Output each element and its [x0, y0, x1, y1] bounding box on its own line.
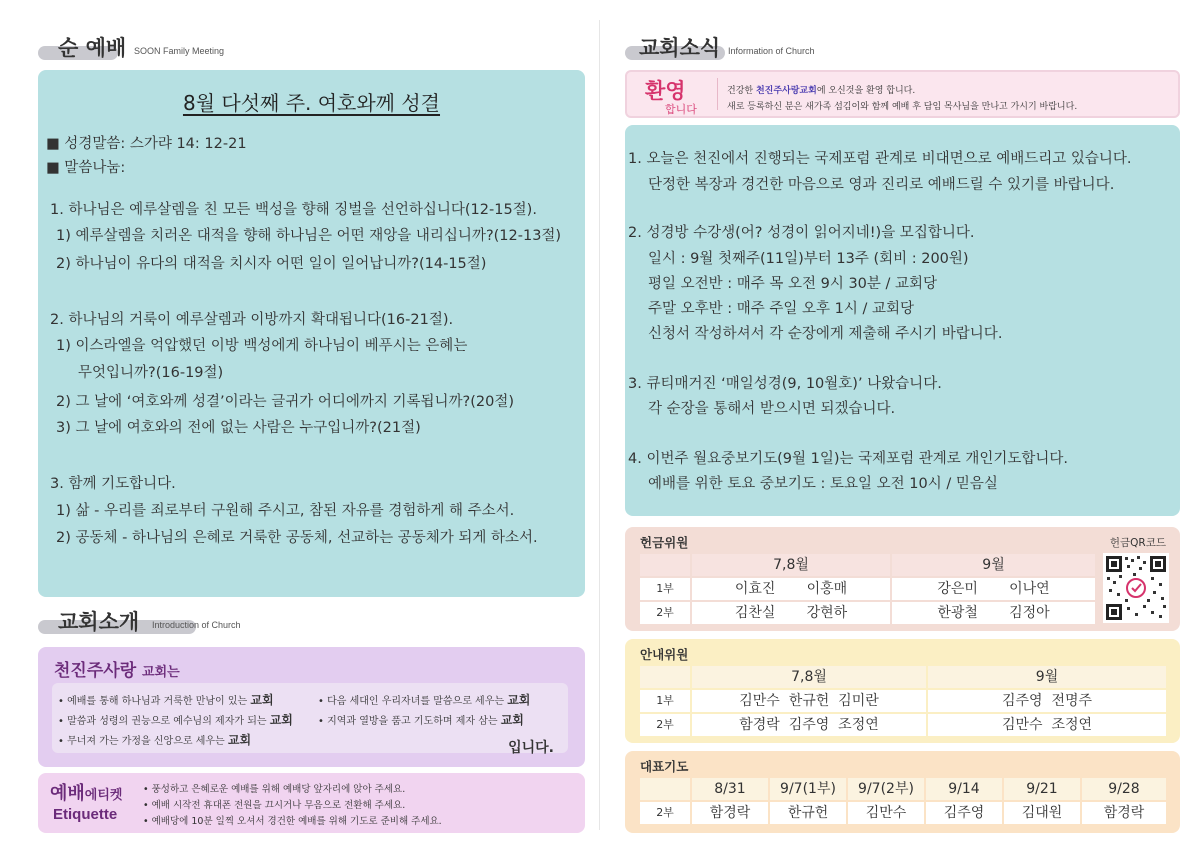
- prayer-name: 함경락: [692, 802, 768, 824]
- table-corner: [640, 666, 690, 688]
- prayer-date: 8/31: [692, 778, 768, 800]
- prayer-title: 대표기도: [640, 759, 689, 774]
- usher-9-cell: 김주영 전명주: [928, 690, 1166, 712]
- prayer-date: 9/21: [1004, 778, 1080, 800]
- etiquette-rule: • 예배당에 10분 일찍 오셔서 경건한 예배를 위해 기도로 준비해 주세요.: [143, 816, 442, 827]
- prayer-date: 9/7(1부): [770, 778, 846, 800]
- question-item: 2) 그 날에 ‘여호와께 성결’이라는 글귀가 어디에까지 기록됩니까?(20절): [56, 394, 515, 410]
- news-item-cont: 각 순장을 통해서 받으시면 되겠습니다.: [648, 401, 896, 417]
- offering-header-9: 9월: [892, 554, 1095, 576]
- news-item-cont: 단정한 복장과 경건한 마음으로 영과 진리로 예배드릴 수 있기를 바랍니다.: [648, 177, 1115, 193]
- intro-ending: 입니다.: [508, 740, 554, 756]
- welcome-message-1: 건강한 천진주사랑교회에 오신것을 환영 합니다.: [727, 86, 916, 96]
- etiquette-rule: • 풍성하고 은혜로운 예배를 위해 예배당 앞자리에 앉아 주세요.: [143, 784, 406, 795]
- intro-bullet: • 예배를 통해 하나님과 거룩한 만남이 있는 교회: [58, 693, 274, 707]
- usher-table: [625, 639, 1180, 743]
- prayer-table: [625, 751, 1180, 833]
- sermon-box: [38, 70, 585, 597]
- sermon-title: 8월 다섯째 주. 여호와께 성결: [182, 91, 441, 115]
- usher-header-78: 7,8월: [692, 666, 926, 688]
- row-label: 2부: [640, 714, 690, 736]
- church-intro-box: [38, 647, 585, 767]
- etiquette-title: 예배에티켓: [50, 783, 123, 804]
- news-item-cont: 주말 오후반 : 매주 주일 오후 1시 / 교회당: [648, 301, 914, 317]
- offering-78-cell: 김찬실 강현하: [692, 602, 890, 624]
- news-header-subtitle: Information of Church: [728, 46, 815, 56]
- column-divider: [599, 20, 600, 830]
- news-item: 1. 오늘은 천진에서 진행되는 국제포럼 관계로 비대면으로 예배드리고 있습니다.: [628, 151, 1132, 167]
- intro-bullet: • 무너져 가는 가정을 신앙으로 세우는 교회: [58, 733, 252, 747]
- offering-title: 헌금위원: [640, 535, 689, 550]
- offering-qr-code[interactable]: [1103, 553, 1169, 623]
- usher-header-9: 9월: [928, 666, 1166, 688]
- scripture-line: ■ 성경말씀: 스가랴 14: 12-21: [46, 136, 247, 152]
- offering-9-cell: 강은미 이나연: [892, 578, 1095, 600]
- prayer-name: 김대원: [1004, 802, 1080, 824]
- soon-section-header: [38, 32, 225, 62]
- prayer-date: 9/14: [926, 778, 1002, 800]
- welcome-small: 합니다: [665, 103, 697, 116]
- offering-header-78: 7,8월: [692, 554, 890, 576]
- etiquette-title-en: Etiquette: [53, 806, 118, 823]
- usher-9-cell: 김만수 조정연: [928, 714, 1166, 736]
- welcome-divider: [717, 78, 718, 110]
- qr-label: 헌금QR코드: [1109, 537, 1166, 549]
- question-item: 3) 그 날에 여호와의 전에 없는 사람은 누구입니까?(21절): [56, 420, 421, 436]
- offering-table: [625, 527, 1180, 631]
- etiquette-box: [38, 773, 585, 833]
- news-item: 3. 큐티매거진 ‘매일성경(9, 10월호)’ 나왔습니다.: [628, 376, 942, 392]
- news-item-cont: 예배를 위한 토요 중보기도 : 토요일 오전 10시 / 믿음실: [648, 476, 998, 492]
- usher-78-cell: 김만수 한규헌 김미란: [692, 690, 926, 712]
- offering-9-cell: 한광철 김정아: [892, 602, 1095, 624]
- sharing-line: ■ 말씀나눔:: [46, 160, 126, 176]
- news-item-cont: 평일 오전반 : 매주 목 오전 9시 30분 / 교회당: [648, 276, 938, 292]
- row-label: 1부: [640, 690, 690, 712]
- prayer-name: 김만수: [848, 802, 924, 824]
- prayer-name: 한규헌: [770, 802, 846, 824]
- table-corner: [640, 554, 690, 576]
- prayer-date: 9/28: [1082, 778, 1166, 800]
- news-item: 4. 이번주 월요중보기도(9월 1일)는 국제포럼 관계로 개인기도합니다.: [628, 451, 1069, 467]
- news-item: 2. 성경방 수강생(어? 성경이 읽어지네!)을 모집합니다.: [628, 225, 975, 241]
- welcome-big: 환영: [645, 79, 686, 103]
- prayer-item: 2) 공동체 - 하나님의 은혜로 거룩한 공동체, 선교하는 공동체가 되게 하소서.: [56, 530, 538, 546]
- row-label: 1부: [640, 578, 690, 600]
- question-item: 2) 하나님이 유다의 대적을 치시자 어떤 일이 일어납니까?(14-15절): [56, 256, 487, 272]
- news-item-cont: 신청서 작성하셔서 각 순장에게 제출해 주시기 바랍니다.: [648, 326, 1003, 342]
- news-section-header: [625, 32, 835, 62]
- church-name: 천진주사랑 교회는: [54, 661, 180, 681]
- row-label: 2부: [640, 602, 690, 624]
- prayer-heading: 3. 함께 기도합니다.: [50, 476, 176, 492]
- news-item-cont: 일시 : 9월 첫째주(11일)부터 13주 (회비 : 200원): [648, 251, 969, 267]
- question-item: 1) 예루살렘을 치러온 대적을 향해 하나님은 어떤 재앙을 내리십니까?(12-13절): [56, 228, 562, 244]
- prayer-item: 1) 삶 - 우리를 죄로부터 구원해 주시고, 참된 자유를 경험하게 해 주소서.: [56, 503, 515, 519]
- usher-78-cell: 함경락 김주영 조정연: [692, 714, 926, 736]
- intro-section-header: [38, 606, 278, 636]
- intro-bullet: • 다음 세대인 우리자녀를 말씀으로 세우는 교회: [318, 693, 531, 707]
- welcome-message-2: 새로 등록하신 분은 새가족 섬김이와 함께 예배 후 담임 목사님을 만나고 가시기 바랍니다.: [727, 102, 1078, 112]
- welcome-banner: [625, 70, 1180, 118]
- prayer-date: 9/7(2부): [848, 778, 924, 800]
- news-header-title: 교회소식: [639, 36, 721, 60]
- intro-bullet: • 지역과 열방을 품고 기도하며 제자 삼는 교회: [318, 713, 524, 727]
- table-corner: [640, 778, 690, 800]
- intro-bullet: • 말씀과 성령의 권능으로 예수님의 제자가 되는 교회: [58, 713, 293, 727]
- soon-header-subtitle: SOON Family Meeting: [134, 46, 225, 56]
- intro-header-subtitle: Introduction of Church: [152, 620, 241, 630]
- row-label: 2부: [640, 802, 690, 824]
- offering-78-cell: 이효진 이홍매: [692, 578, 890, 600]
- intro-bullets: [52, 683, 568, 756]
- soon-header-title: 순 예배: [58, 36, 127, 60]
- etiquette-rule: • 예배 시작전 휴대폰 전원을 끄시거나 무음으로 전환해 주세요.: [143, 800, 406, 811]
- prayer-name: 함경락: [1082, 802, 1166, 824]
- news-box: [625, 125, 1180, 516]
- question-heading: 1. 하나님은 예루살렘을 친 모든 백성을 향해 징벌을 선언하십니다(12-15절).: [50, 202, 537, 218]
- intro-header-title: 교회소개: [58, 610, 140, 634]
- question-item-cont: 무엇입니까?(16-19절): [78, 365, 224, 381]
- question-heading: 2. 하나님의 거룩이 예루살렘과 이방까지 확대됩니다(16-21절).: [50, 312, 454, 328]
- prayer-name: 김주영: [926, 802, 1002, 824]
- question-item: 1) 이스라엘을 억압했던 이방 백성에게 하나님이 베푸시는 은혜는: [56, 338, 468, 354]
- usher-title: 안내위원: [640, 647, 689, 662]
